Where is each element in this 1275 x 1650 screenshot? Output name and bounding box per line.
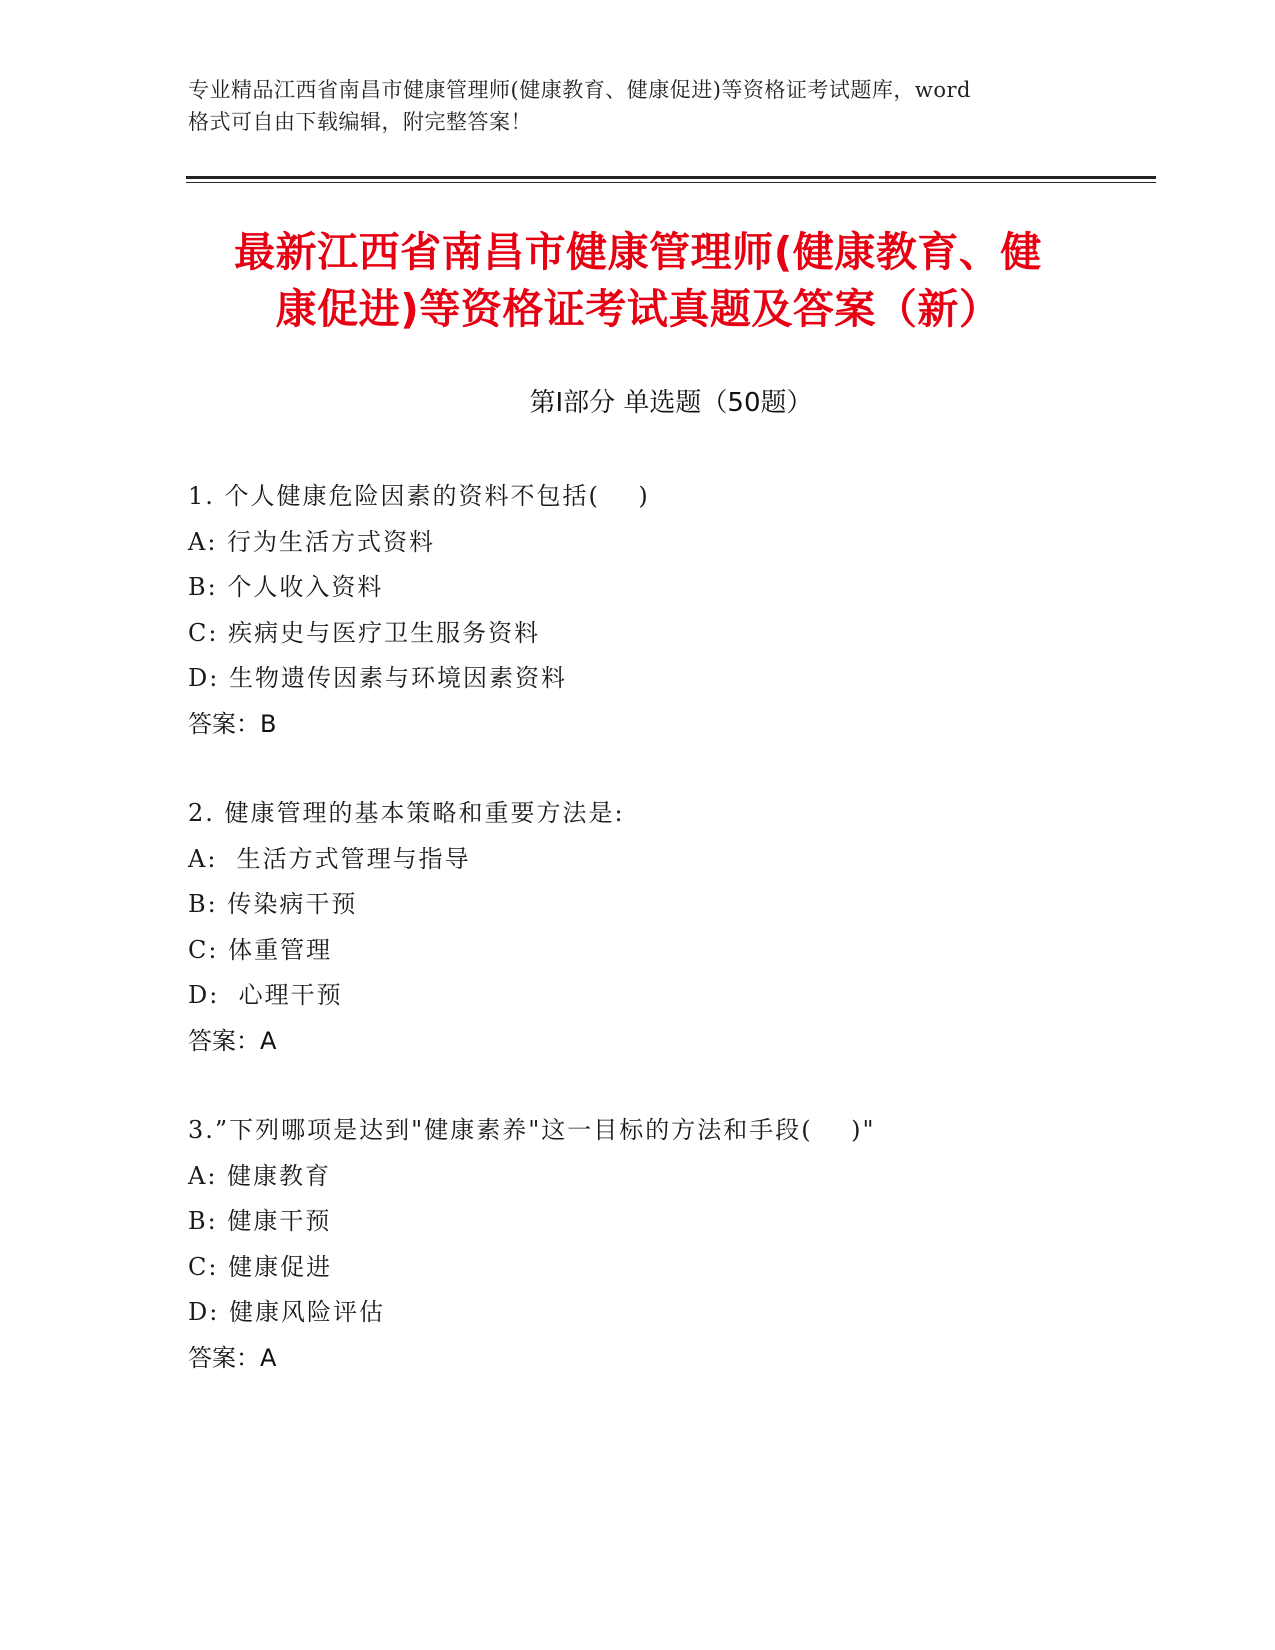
- question-stem: 3.”下列哪项是达到"健康素养"这一目标的方法和手段( )": [188, 1116, 876, 1144]
- option-d: D: 心理干预: [188, 981, 343, 1009]
- option-a: A: 健康教育: [188, 1161, 332, 1190]
- document-title-line-1: 最新江西省南昌市健康管理师(健康教育、健: [234, 228, 1042, 276]
- answer-label: 答案：B: [188, 709, 277, 738]
- answer-label: 答案：A: [188, 1026, 277, 1055]
- option-c: C: 疾病史与医疗卫生服务资料: [188, 618, 541, 647]
- header-note-line-2: 格式可自由下载编辑，附完整答案！: [188, 110, 532, 134]
- question-list: [188, 474, 1138, 1425]
- option-d: D: 健康风险评估: [188, 1298, 385, 1326]
- question-3: [188, 1108, 1138, 1381]
- option-d: D: 生物遗传因素与环境因素资料: [188, 664, 567, 692]
- option-c: C: 健康促进: [188, 1252, 333, 1281]
- question-1: [188, 474, 1138, 747]
- section-title: 第Ⅰ部分 单选题（50题）: [529, 388, 813, 418]
- document-title-line-2: 康促进)等资格证考试真题及答案（新）: [275, 285, 1001, 333]
- option-a: A: 行为生活方式资料: [188, 527, 436, 556]
- question-stem: 1. 个人健康危险因素的资料不包括( ): [188, 482, 650, 510]
- document-title: [188, 224, 1088, 338]
- header-note-line-1: 专业精品江西省南昌市健康管理师(健康教育、健康促进)等资格证考试题库，word: [188, 78, 971, 102]
- answer-label: 答案：A: [188, 1343, 277, 1372]
- option-c: C: 体重管理: [188, 935, 333, 964]
- header-note: [188, 74, 1088, 138]
- question-stem: 2. 健康管理的基本策略和重要方法是:: [188, 799, 625, 827]
- option-b: B: 健康干预: [188, 1207, 332, 1235]
- option-b: B: 个人收入资料: [188, 573, 384, 601]
- header-divider-thick: [186, 176, 1156, 179]
- question-2: [188, 791, 1138, 1064]
- option-b: B: 传染病干预: [188, 890, 358, 918]
- option-a: A: 生活方式管理与指导: [188, 844, 471, 873]
- header-divider-thin: [186, 182, 1156, 183]
